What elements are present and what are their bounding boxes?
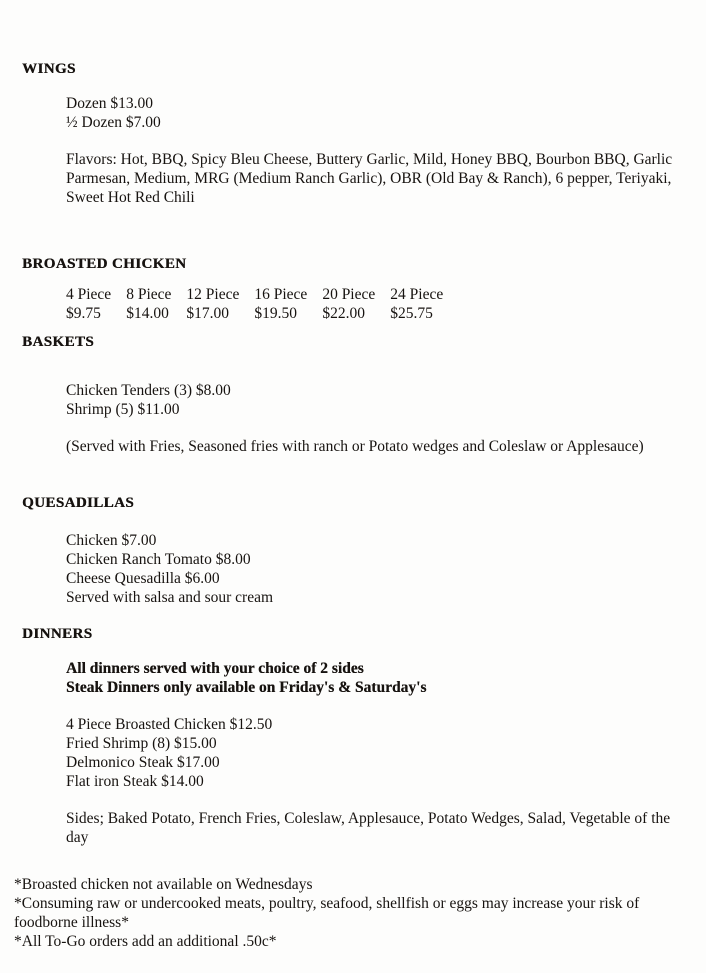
- piece-price: $19.50: [254, 305, 297, 322]
- menu-item: Served with salsa and sour cream: [66, 589, 274, 606]
- quesadillas-items: [22, 531, 690, 607]
- dinners-sides: [22, 809, 690, 847]
- menu-item: Shrimp (5) $11.00: [66, 401, 180, 418]
- section-title-wings: WINGS: [22, 61, 76, 77]
- section-title-broasted-chicken: BROASTED CHICKEN: [22, 256, 187, 272]
- piece-size: 16 Piece: [254, 286, 308, 303]
- dinners-note: All dinners served with your choice of 2 sides: [66, 660, 364, 677]
- baskets-items: [22, 381, 690, 419]
- footnotes: [14, 875, 690, 951]
- menu-item: Cheese Quesadilla $6.00: [66, 570, 220, 587]
- wings-items: [22, 94, 690, 132]
- piece-size: 12 Piece: [186, 286, 240, 303]
- dinners-items: [22, 715, 690, 791]
- section-title-dinners: DINNERS: [22, 626, 93, 642]
- menu-item: Fried Shrimp (8) $15.00: [66, 735, 217, 752]
- piece-price: $9.75: [66, 305, 101, 322]
- menu-item: Chicken Ranch Tomato $8.00: [66, 551, 251, 568]
- price-table: [66, 285, 690, 323]
- dinners-bold-notes: [22, 659, 690, 697]
- price-column: [390, 285, 443, 323]
- footnote: *Broasted chicken not available on Wednesdays: [14, 876, 313, 893]
- menu-item: Chicken Tenders (3) $8.00: [66, 382, 231, 399]
- piece-price: $22.00: [322, 305, 365, 322]
- section-title-baskets: BASKETS: [22, 334, 94, 350]
- wings-flavors: [22, 150, 690, 207]
- footnote: *All To-Go orders add an additional .50c*: [14, 933, 277, 950]
- price-column: [254, 285, 307, 323]
- flavors-paragraph: Flavors: Hot, BBQ, Spicy Bleu Cheese, Buttery Garlic, Mild, Honey BBQ, Bourbon BBQ, Garlic Parmesan, Medium, MRG (Medium Ranch Garlic), OBR (Old Bay & Ranch), 6 pepper, Teriyaki, Sweet Hot Red Chili: [66, 151, 673, 206]
- served-with-note: (Served with Fries, Seasoned fries with ranch or Potato wedges and Coleslaw or Applesauce): [66, 438, 644, 455]
- price-column: [186, 285, 239, 323]
- menu-item: Delmonico Steak $17.00: [66, 754, 220, 771]
- section-title-quesadillas: QUESADILLAS: [22, 495, 134, 511]
- menu-item: Chicken $7.00: [66, 532, 157, 549]
- piece-size: 8 Piece: [126, 286, 172, 303]
- piece-price: $25.75: [390, 305, 433, 322]
- baskets-note: [22, 437, 690, 456]
- piece-price: $17.00: [186, 305, 230, 322]
- price-column: [66, 285, 111, 323]
- piece-size: 24 Piece: [390, 286, 444, 303]
- price-column: [126, 285, 171, 323]
- menu-item: Flat iron Steak $14.00: [66, 773, 204, 790]
- sides-paragraph: Sides; Baked Potato, French Fries, Coleslaw, Applesauce, Potato Wedges, Salad, Vegetable of the day: [66, 810, 671, 846]
- piece-size: 4 Piece: [66, 286, 112, 303]
- price-column: [322, 285, 375, 323]
- menu-item: ½ Dozen $7.00: [66, 114, 161, 131]
- broasted-chicken-table: [22, 285, 690, 323]
- piece-price: $14.00: [126, 305, 169, 322]
- footnote: *Consuming raw or undercooked meats, poultry, seafood, shellfish or eggs may increase your risk of foodborne illness*: [14, 895, 640, 931]
- dinners-note: Steak Dinners only available on Friday's & Saturday's: [66, 679, 427, 696]
- menu-item: 4 Piece Broasted Chicken $12.50: [66, 716, 273, 733]
- menu-item: Dozen $13.00: [66, 95, 153, 112]
- piece-size: 20 Piece: [322, 286, 376, 303]
